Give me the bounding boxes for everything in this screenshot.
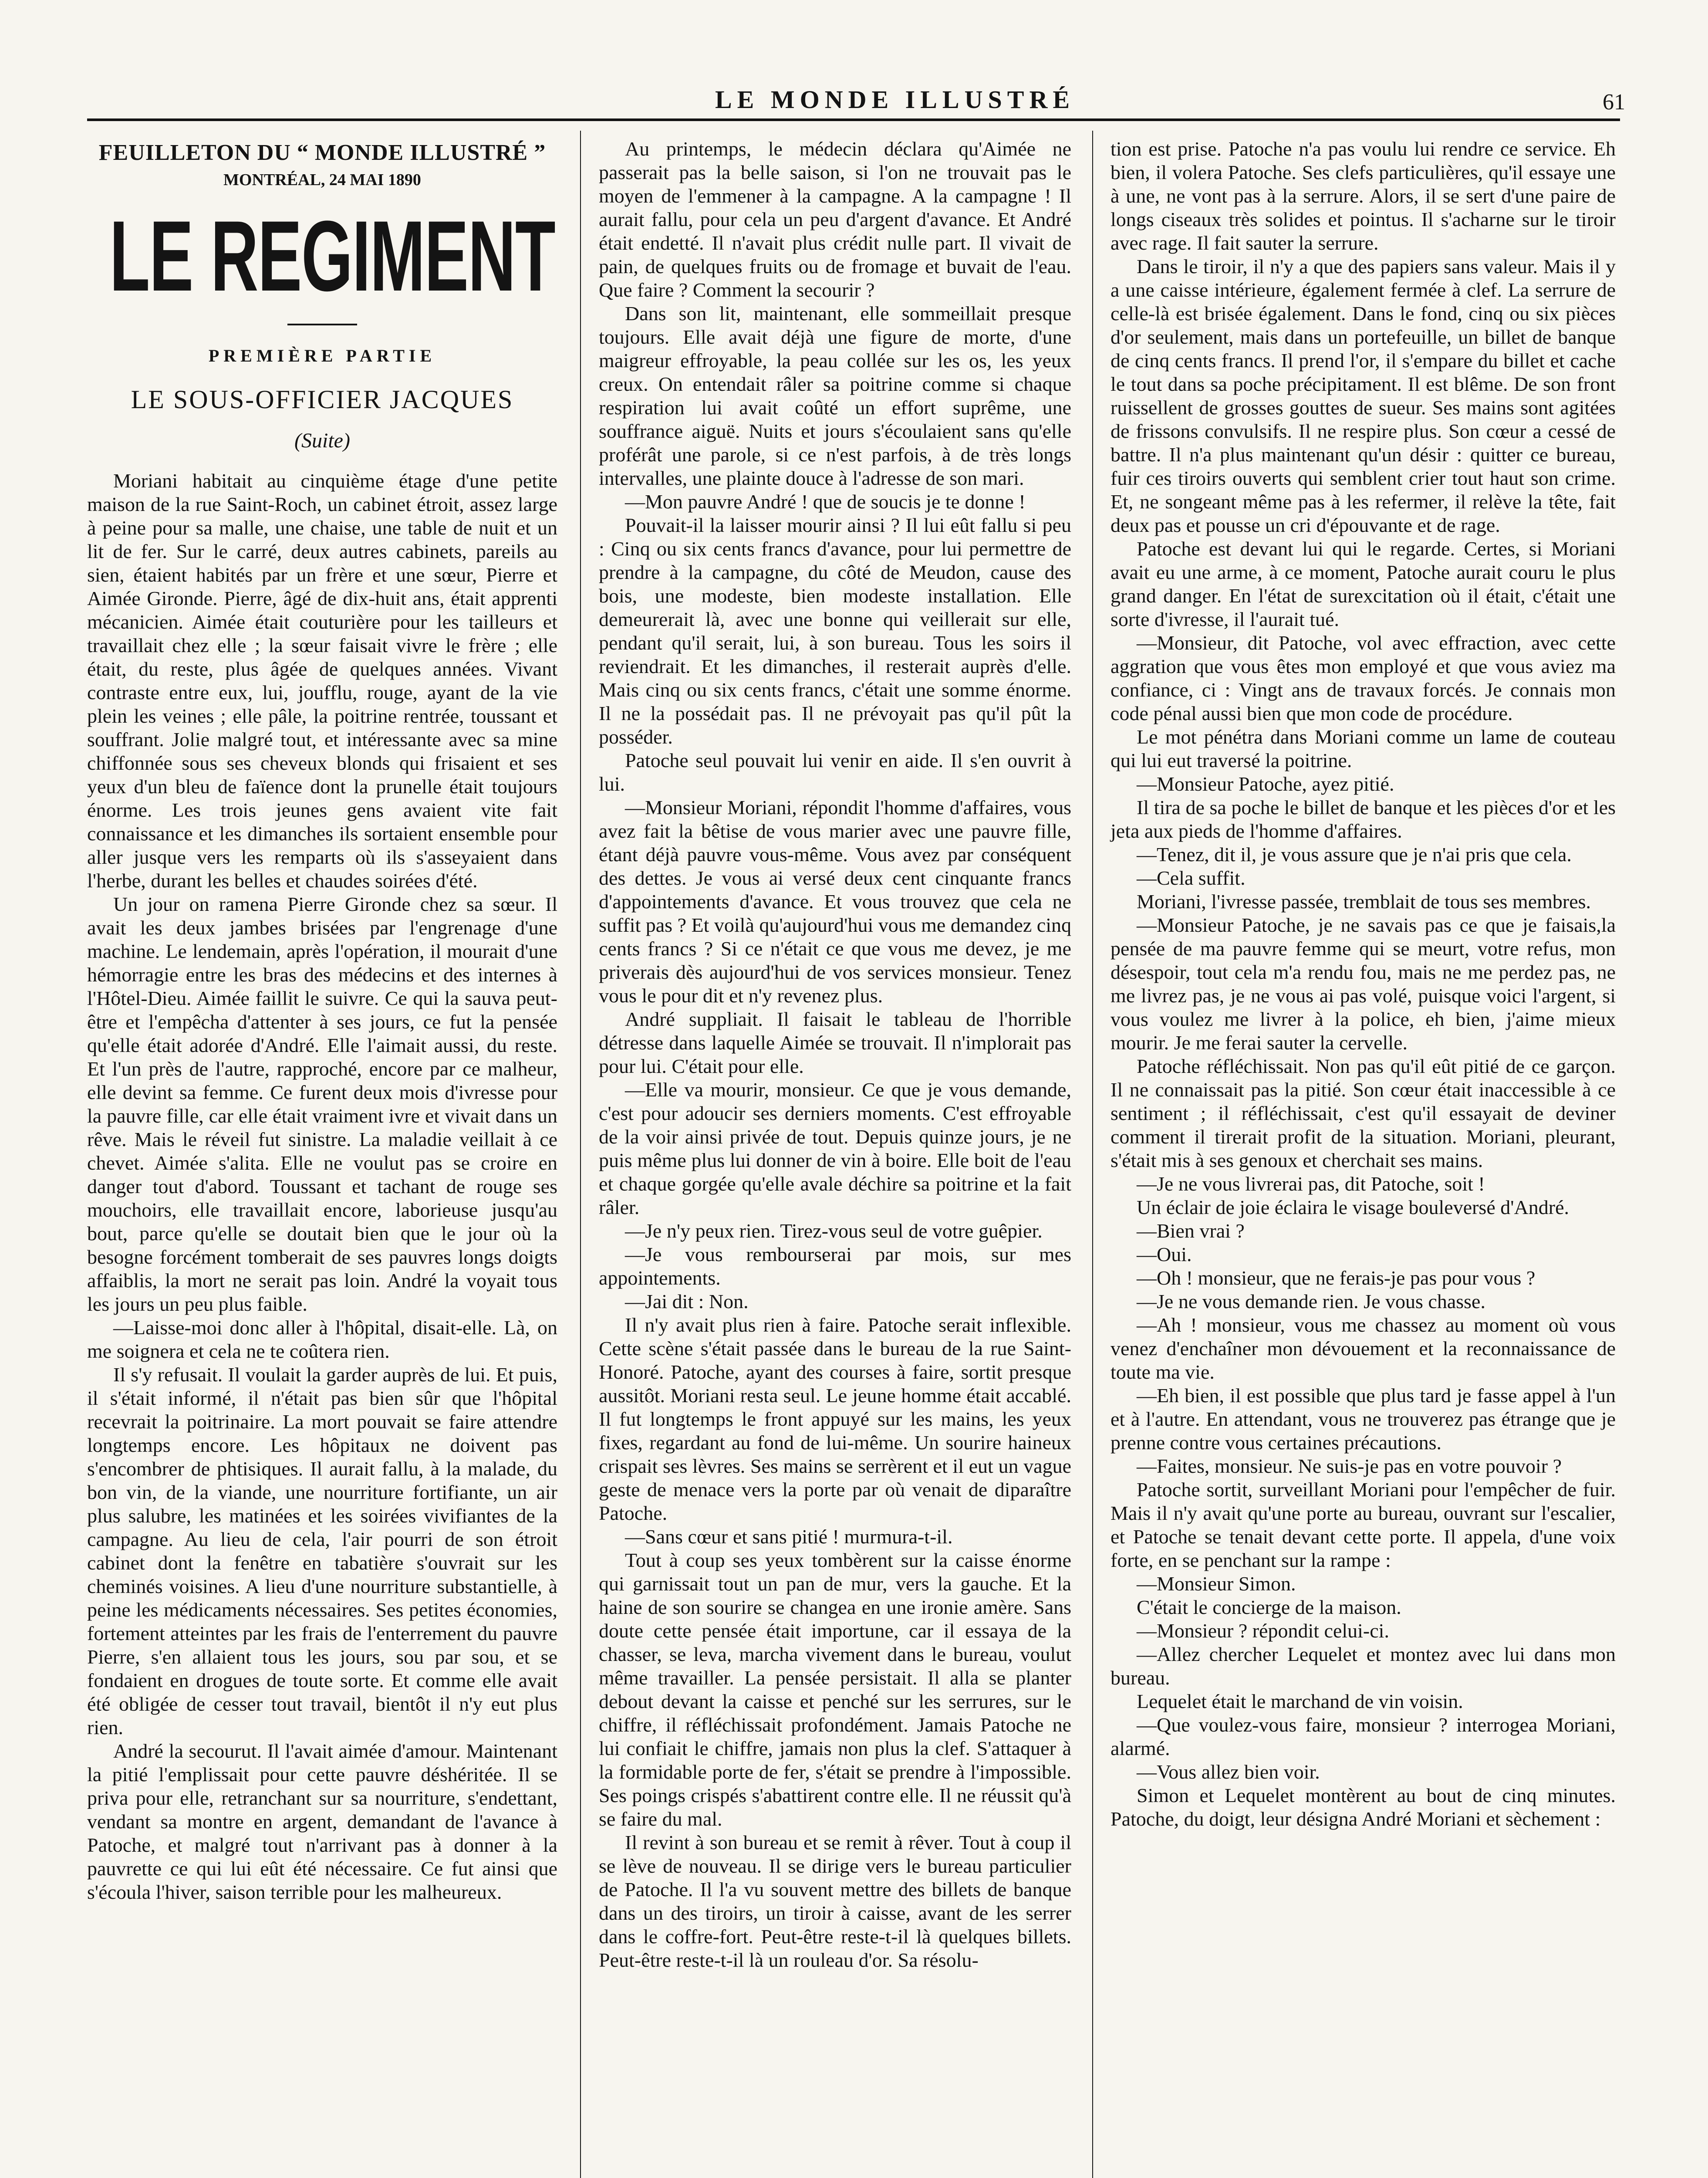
paragraph: —Jai dit : Non.	[625, 1290, 749, 1312]
paragraph: —Je ne vous demande rien. Je vous chasse.	[1137, 1290, 1485, 1312]
column-1-body	[87, 469, 557, 1904]
paragraph: —Je ne vous livrerai pas, dit Patoche, soit !	[1137, 1173, 1485, 1195]
header-rule	[87, 118, 1620, 121]
paragraph: —Cela suffit.	[1137, 867, 1246, 889]
paragraph: Moriani, l'ivresse passée, tremblait de tous ses membres.	[1137, 890, 1591, 913]
paragraph: —Laisse-moi donc aller à l'hôpital, disait-elle. Là, on me soignera et cela ne te coûtera rien.	[87, 1316, 557, 1362]
paragraph: Il revint à son bureau et se remit à rêver. Tout à coup il se lève de nouveau. Il se dirige vers le bureau particulier de Patoche. Il l'a vu souvent mettre des billets de banque dans un des tiroirs, un tiroir à caisse, avant de les serrer dans le coffre-fort. Peut-être reste-t-il là quelques billets. Peut-être reste-t-il là un rouleau d'or. Sa résolu-	[599, 1831, 1071, 1971]
paragraph: Simon et Lequelet montèrent au bout de cinq minutes. Patoche, du doigt, leur désigna André Moriani et sèchement :	[1111, 1784, 1616, 1830]
paragraph: —Vous allez bien voir.	[1137, 1761, 1320, 1783]
paragraph: Lequelet était le marchand de vin voisin.	[1137, 1690, 1463, 1712]
paragraph: Un jour on ramena Pierre Gironde chez sa sœur. Il avait les deux jambes brisées par l'engrenage d'une machine. Le lendemain, après l'opération, il mourait d'une hémorragie entre les bras des médecins et des internes à l'Hôtel-Dieu. Aimée faillit le suivre. Ce qui la sauva peut-être et l'empêcha d'attenter à ses jours, ce fut la pensée qu'elle était adorée d'André. Elle l'aimait aussi, du reste. Et l'un près de l'autre, rapproché, encore par ce malheur, elle devint sa femme. Ce furent deux mois d'ivresse pour la pauvre fille, car elle était vraiment ivre et vivait dans un rêve. Mais le réveil fut sinistre. La maladie veillait à ce chevet. Aimée s'alita. Elle ne voulut pas se croire en danger tout d'abord. Toussant et tachant de rouge ses mouchoirs, elle travaillait encore, laborieuse jusqu'au bout, parce qu'elle se doutait bien que le jour où la besogne forcément tomberait de ses pauvres longs doigts affaiblis, la mort ne serait pas loin. André la voyait tous les jours un peu plus faible.	[87, 893, 557, 1315]
paragraph: —Je n'y peux rien. Tirez-vous seul de votre guêpier.	[625, 1220, 1043, 1242]
paragraph: Pouvait-il la laisser mourir ainsi ? Il lui eût fallu si peu : Cinq ou six cents francs d'avance, pour lui permettre de prendre à la campagne, du côté de Meudon, cause des bois, une modeste, bien modeste installation. Elle demeurerait là, avec une bonne qui veillerait sur elle, pendant qu'il serait, lui, à son bureau. Tous les soirs il reviendrait. Et les dimanches, il resterait auprès d'elle. Mais cinq ou six cents francs, c'était une somme énorme. Il ne la possédait pas. Il ne prévoyait pas qu'il pût la posséder.	[599, 514, 1071, 748]
paragraph: —Eh bien, il est possible que plus tard je fasse appel à l'un et à l'autre. En attendant, vous ne trouverez pas étrange que je prenne contre vous certaines précautions.	[1111, 1384, 1616, 1454]
paragraph: —Monsieur, dit Patoche, vol avec effraction, avec cette aggration que vous êtes mon employé et que vous aviez ma confiance, ci : Vingt ans de travaux forcés. Je connais mon code pénal aussi bien que mon code de procédure.	[1111, 632, 1616, 724]
part-heading: PREMIÈRE PARTIE	[208, 346, 436, 365]
column-2	[599, 137, 1071, 1972]
column-3-body	[1111, 137, 1616, 1831]
paragraph: Patoche est devant lui qui le regarde. Certes, si Moriani avait eu une arme, à ce moment, Patoche aurait couru le plus grand danger. En l'état de surexcitation où il était, c'était une sorte d'ivresse, il l'aurait tué.	[1111, 538, 1616, 630]
paragraph: —Faites, monsieur. Ne suis-je pas en votre pouvoir ?	[1137, 1455, 1562, 1477]
paragraph: Dans le tiroir, il n'y a que des papiers sans valeur. Mais il y a une caisse intérieure, également fermée à clef. La serrure de celle-là est brisée également. Dans le fond, cinq ou six pièces d'or seulement, mais dans un portefeuille, un billet de banque de cinq cents francs. Il prend l'or, il s'empare du billet et cache le tout dans sa poche précipitament. Il est blême. De son front ruissellent de grosses gouttes de sueur. Ses mains sont agitées de frissons convulsifs. Il ne respire plus. Son cœur a cessé de battre. Il n'a plus maintenant qu'un désir : quitter ce bureau, fuir ces tiroirs ouverts qui semblent crier tout haut son crime. Et, ne songeant même pas à les refermer, il relève la tête, fait deux pas et pousse un cri d'épouvante et de rage.	[1111, 255, 1616, 536]
paragraph: André suppliait. Il faisait le tableau de l'horrible détresse dans laquelle Aimée se trouvait. Il n'implorait pas pour lui. C'était pour elle.	[599, 1008, 1071, 1077]
paragraph: Patoche seul pouvait lui venir en aide. Il s'en ouvrit à lui.	[599, 749, 1071, 795]
paragraph: Dans son lit, maintenant, elle sommeillait presque toujours. Elle avait déjà une figure de morte, d'une maigreur effroyable, la peau collée sur les os, les yeux creux. On entendait râler sa poitrine comme si chaque respiration lui avait coûté un effort suprême, une souffrance aiguë. Nuits et jours s'écoulaient sans qu'elle proférât une parole, si ce n'est parfois, à de très longs intervalles, une plainte douce à l'adresse de son mari.	[599, 302, 1071, 489]
paragraph: —Ah ! monsieur, vous me chassez au moment où vous venez d'enchaîner mon dévouement et la reconnaissance de toute ma vie.	[1111, 1314, 1616, 1383]
masthead: LE MONDE ILLUSTRÉ	[715, 85, 1075, 114]
paragraph: —Monsieur ? répondit celui-ci.	[1137, 1620, 1389, 1642]
paragraph: —Bien vrai ?	[1137, 1220, 1245, 1242]
paragraph: tion est prise. Patoche n'a pas voulu lui rendre ce service. Eh bien, il volera Patoche. Ses clefs particulières, qu'il essaye une à une, ne vont pas à la serrure. Alors, il se sert d'une paire de longs ciseaux très solides et pointus. Il s'acharne sur le tiroir avec rage. Il fait sauter la serrure.	[1111, 138, 1616, 254]
paragraph: —Mon pauvre André ! que de soucis je te donne !	[625, 490, 1026, 513]
column-2-body	[599, 137, 1071, 1972]
paragraph: —Elle va mourir, monsieur. Ce que je vous demande, c'est pour adoucir ses derniers moments. C'est effroyable de la voir ainsi privée de tout. Depuis quinze jours, je ne puis même plus lui donner de vin à boire. Elle boit de l'eau et chaque gorgée qu'elle avale déchire sa poitrine et la fait râler.	[599, 1079, 1071, 1218]
title-rule	[287, 324, 357, 325]
paragraph: —Oui.	[1137, 1243, 1192, 1265]
paragraph: Tout à coup ses yeux tombèrent sur la caisse énorme qui garnissait tout un pan de mur, vers la gauche. Et la haine de son sourire se changea en une ironie amère. Sans doute cette pensée était importune, car il essaya de la chasser, se leva, marcha vivement dans le bureau, voulut même travailler. La pensée persistait. Il alla se planter debout devant la caisse et penché sur les serrures, sur le chiffre, il réfléchissait profondément. Jamais Patoche ne lui confiait le chiffre, jamais non plus la clef. S'attaquer à la formidable porte de fer, s'était se prendre à l'impossible. Ses poings crispés s'abattirent contre elle. Il ne réussit qu'à se faire du mal.	[599, 1549, 1071, 1830]
story-title: LE REGIMENT	[109, 200, 555, 312]
feuilleton-label: FEUILLETON DU “ MONDE ILLUSTRÉ ”	[98, 140, 546, 165]
paragraph: Il s'y refusait. Il voulait la garder auprès de lui. Et puis, il s'était informé, il n'était pas bien sûr que l'hôpital recevrait la poitrinaire. La mort pouvait se faire attendre longtemps encore. Les hôpitaux ne doivent pas s'encombrer de phtisiques. Il aurait fallu, à la malade, du bon vin, de la viande, une nourriture fortifiante, un air plus salubre, les matinées et les soirées vivifiantes de la campagne. Au lieu de cela, l'air pourri de son étroit cabinet dont la fenêtre en tabatière s'ouvrait sur les cheminés voisines. A lieu d'une nourriture substantielle, à peine les médicaments nécessaires. Ses petites économies, fortement atteintes par les frais de l'enterrement du pauvre Pierre, s'en allaient tous les jours, sou par sou, et se fondaient en drogues de toute sorte. Et comme elle avait été obligée de cesser tout travail, bientôt il n'y eut plus rien.	[87, 1363, 557, 1738]
paragraph: —Allez chercher Lequelet et montez avec lui dans mon bureau.	[1111, 1643, 1616, 1689]
paragraph: —Tenez, dit il, je vous assure que je n'ai pris que cela.	[1137, 843, 1572, 866]
paragraph: André la secourut. Il l'avait aimée d'amour. Maintenant la pitié l'emplissait pour cette pauvre déshéritée. Il se priva pour elle, retranchant sur sa nourriture, s'endettant, vendant sa montre en argent, demandant de l'avance à Patoche, et malgré tout n'arrivant pas à donner à la pauvrette ce qui lui eût été nécessaire. Ce fut ainsi que s'écoula l'hiver, saison terrible pour les malheureux.	[87, 1740, 557, 1903]
suite-note: (Suite)	[294, 429, 350, 452]
paragraph: —Monsieur Moriani, répondit l'homme d'affaires, vous avez fait la bêtise de vous marier avec une pauvre fille, étant déjà pauvre vous-même. Vous avez par conséquent des dettes. Je vous ai versé deux cent cinquante francs d'appointements d'avance. Et vous trouvez que cela ne suffit pas ? Et voilà qu'aujourd'hui vous me demandez cinq cents francs ? Si ce n'était ce que vous me devez, je me priverais dès aujourd'hui de vos services monsieur. Tenez vous le pour dit et n'y revenez plus.	[599, 796, 1071, 1007]
paragraph: —Je vous rembourserai par mois, sur mes appointements.	[599, 1243, 1071, 1289]
paragraph: —Sans cœur et sans pitié ! murmura-t-il.	[625, 1525, 953, 1548]
paragraph: Un éclair de joie éclaira le visage bouleversé d'André.	[1137, 1196, 1569, 1218]
paragraph: Il n'y avait plus rien à faire. Patoche serait inflexible. Cette scène s'était passée dans le bureau de la rue Saint-Honoré. Patoche, ayant des courses à faire, sortit presque aussitôt. Moriani resta seul. Le jeune homme était accablé. Il fut longtemps le front appuyé sur les mains, les yeux fixes, regardant au fond de lui-même. Un sourire haineux crispait ses lèvres. Ses mains se serrèrent et il eut un vague geste de menace vers la porte par où venait de diparaître Patoche.	[599, 1314, 1071, 1524]
paragraph: Il tira de sa poche le billet de banque et les pièces d'or et les jeta aux pieds de l'homme d'affaires.	[1111, 796, 1616, 842]
paragraph: Patoche réfléchissait. Non pas qu'il eût pitié de ce garçon. Il ne connaissait pas la pitié. Son cœur était inaccessible à ce sentiment ; il réfléchissait, c'est qu'il essayait de deviner comment il tirerait profit de la situation. Moriani, pleurant, s'était mis à ses genoux et cherchait ses mains.	[1111, 1055, 1616, 1171]
chapter-subtitle: LE SOUS-OFFICIER JACQUES	[131, 385, 514, 414]
column-divider-1	[580, 131, 581, 2178]
paragraph: —Que voulez-vous faire, monsieur ? interrogea Moriani, alarmé.	[1111, 1714, 1616, 1759]
paragraph: Patoche sortit, surveillant Moriani pour l'empêcher de fuir. Mais il n'y avait qu'une porte au bureau, ouvrant sur l'escalier, et Patoche se tenait devant cette porte. Il appela, d'une voix forte, en se penchant sur la rampe :	[1111, 1478, 1616, 1571]
column-1	[87, 137, 557, 1904]
paragraph: —Monsieur Patoche, ayez pitié.	[1137, 773, 1394, 795]
page-number: 61	[1603, 90, 1625, 115]
paragraph: Moriani habitait au cinquième étage d'une petite maison de la rue Saint-Roch, un cabinet étroit, assez large à peine pour sa malle, une chaise, une table de nuit et un lit de fer. Sur le carré, deux autres cabinets, pareils au sien, étaient habités par un frère et une sœur, Pierre et Aimée Gironde. Pierre, âgé de dix-huit ans, était apprenti mécanicien. Aimée était couturière pour les tailleurs et travaillait chez elle ; la sœur faisait vivre le frère ; elle était, du reste, plus âgée de quelques années. Vivant contraste entre eux, lui, joufflu, rouge, ayant de la vie plein les veines ; elle pâle, la poitrine rentrée, toussant et souffrant. Jolie malgré tout, et intéressante avec sa mine chiffonnée sous ses cheveux blonds qui frisaient et ses yeux d'un bleu de faïence dont la prunelle était toujours énorme. Les trois jeunes gens avaient vite fait connaissance et les dimanches ils sortaient ensemble pour aller jusque vers les remparts où ils s'asseyaient dans l'herbe, durant les belles et chaudes soirées d'été.	[87, 470, 557, 892]
paragraph: Le mot pénétra dans Moriani comme un lame de couteau qui lui eut traversé la poitrine.	[1111, 726, 1616, 771]
paragraph: C'était le concierge de la maison.	[1137, 1596, 1401, 1618]
paragraph: Au printemps, le médecin déclara qu'Aimée ne passerait pas la belle saison, si l'on ne trouvait pas le moyen de l'emmener à la campagne. A la campagne ! Il aurait fallu, pour cela un peu d'argent d'avance. Et André était endetté. Il n'avait plus crédit nulle part. Il vivait de pain, de quelques fruits ou de fromage et buvait de l'eau. Que faire ? Comment la secourir ?	[599, 138, 1071, 301]
dateline: MONTRÉAL, 24 MAI 1890	[223, 171, 421, 189]
paragraph: —Monsieur Patoche, je ne savais pas ce que je faisais,la pensée de ma pauvre femme qui se meurt, votre refus, mon désespoir, tout cela m'a rendu fou, mais ne me perdez pas, ne me livrez pas, je ne vous ai pas volé, puisque voici l'argent, si vous voulez me livrer à la police, eh bien, j'aime mieux mourir. Je me ferai sauter la cervelle.	[1111, 914, 1616, 1054]
paragraph: —Monsieur Simon.	[1137, 1573, 1296, 1595]
column-divider-2	[1092, 131, 1093, 2178]
paragraph: —Oh ! monsieur, que ne ferais-je pas pour vous ?	[1137, 1267, 1536, 1289]
column-3	[1111, 137, 1616, 1831]
